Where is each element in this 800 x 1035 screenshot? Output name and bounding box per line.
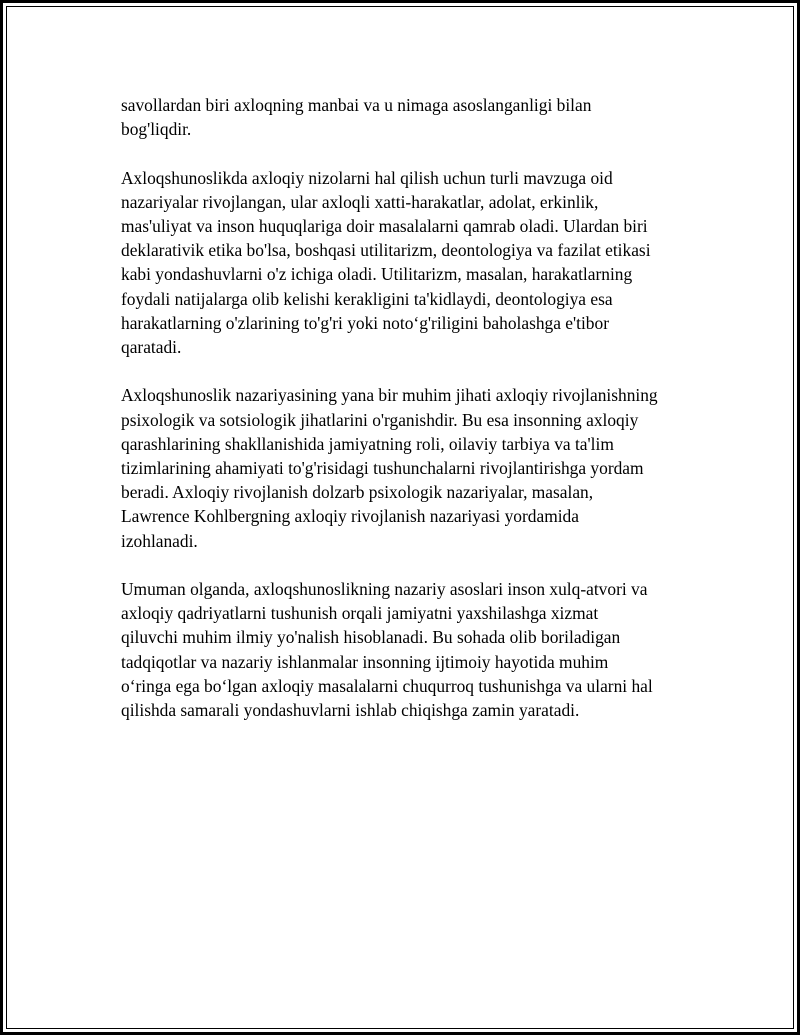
paragraph-4: Umuman olganda, axloqshunoslikning nazariy asoslari inson xulq-atvori va axloqiy qadriyatlarni tushunish orqali jamiyatni yaxshilashga xizmat qiluvchi muhim ilmiy yo'nalish hisoblanadi. Bu sohada olib boriladigan tadqiqotlar va nazariy ishlanmalar insonning ijtimoiy hayotida muhim o‘ringa ega bo‘lgan axloqiy masalalarni chuqurroq tushunishga va ularni hal qilishda samarali yondashuvlarni ishlab chiqishga zamin yaratadi. — [121, 579, 653, 721]
document-body — [121, 93, 701, 722]
paragraph-1: savollardan biri axloqning manbai va u nimaga asoslanganligi bilan bog'liqdir. — [121, 95, 592, 140]
paragraph-2: Axloqshunoslikda axloqiy nizolarni hal qilish uchun turli mavzuga oid nazariyalar rivojlangan, ular axloqli xatti-harakatlar, adolat, erkinlik, mas'uliyat va inson huquqlariga doir masalalarni qamrab oladi. Ulardan biri deklarativik etika bo'lsa, boshqasi utilitarizm, deontologiya va fazilat etikasi kabi yondashuvlarni o'z ichiga oladi. Utilitarizm, masalan, harakatlarning foydali natijalarga olib kelishi kerakligini ta'kidlaydi, deontologiya esa harakatlarning o'zlarining to'g'ri yoki noto‘g'riligini baholashga e'tibor qaratadi. — [121, 167, 651, 358]
paragraph-3: Axloqshunoslik nazariyasining yana bir muhim jihati axloqiy rivojlanishning psixologik va sotsiologik jihatlarini o'rganishdir. Bu esa insonning axloqiy qarashlarining shakllanishida jamiyatning roli, oilaviy tarbiya va ta'lim tizimlarining ahamiyati to'g'risidagi tushunchalarni rivojlantirishga yordam beradi. Axloqiy rivojlanish dolzarb psixologik nazariyalar, masalan, Lawrence Kohlbergning axloqiy rivojlanish nazariyasi yordamida izohlanadi. — [121, 385, 658, 551]
